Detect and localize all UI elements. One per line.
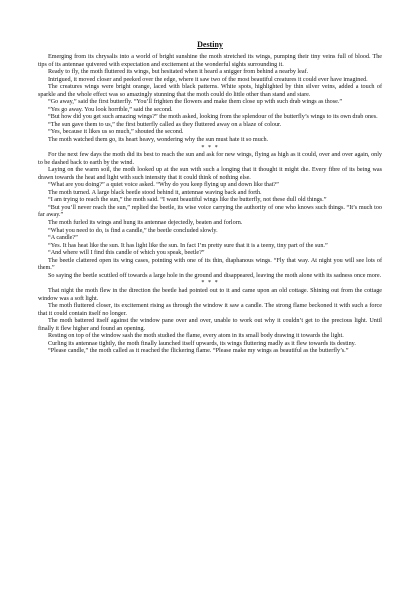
paragraph: That night the moth flew in the direction the beetle had pointed out to it and came upon an old cottage. Shining out from the cottage window was a soft light. <box>38 287 382 302</box>
paragraph: “And where will I find this candle of which you speak, beetle?” <box>48 250 205 257</box>
document-title: Destiny <box>197 40 223 49</box>
paragraph: Ready to fly, the moth fluttered its wings, but hesitated when it heard a snigger from behind a nearby leaf. <box>48 69 309 76</box>
paragraph: For the next few days the moth did its best to reach the sun and ask for new wings, flying as high as it could, over and over again, only to be dashed back to earth by the wind. <box>38 152 382 166</box>
paragraph: “I am trying to reach the sun,” the moth said. “I want beautiful wings like the butterfly, not these dull old things.” <box>48 197 327 204</box>
paragraph: Resting on top of the window sash the moth studied the flame, every atom in its small body drawing it towards the light. <box>48 333 344 340</box>
paragraph: “But how did you get such amazing wings?” the moth asked, looking from the splendour of the butterfly’s wings to its own drab ones. <box>48 114 378 121</box>
document-body <box>38 54 382 356</box>
paragraph: “Go away,” said the first butterfly. “You’ll frighten the flowers and make them close up with such drab wings as those.” <box>48 99 343 106</box>
section-separator: * * * <box>201 144 219 151</box>
paragraph: “What you need to do, is find a candle,” the beetle concluded slowly. <box>48 227 218 234</box>
paragraph: The moth turned. A large black beetle stood behind it, antennae waving back and forth. <box>48 189 262 196</box>
paragraph: “Yes go away. You look horrible,” said the second. <box>48 106 173 113</box>
paragraph: The moth fluttered closer, its excitement rising as through the window it saw a candle. The strong flame beckoned it with such a force that it could contain itself no longer. <box>38 303 382 317</box>
paragraph: Laying on the warm soil, the moth looked up at the sun with such a longing that it thought it might die. Every fibre of its being was drawn towards the heat and light with such intensity that it could think of nothing else. <box>38 167 382 181</box>
paragraph: The moth battered itself against the window pane over and over, unable to work out why it couldn’t get to the precious light. Until finally it flew higher and found an opening. <box>38 318 382 332</box>
paragraph: So saying the beetle scuttled off towards a large hole in the ground and disappeared, leaving the moth alone with its sadness once more. <box>48 272 382 279</box>
paragraph: “Please candle,” the moth called as it reached the flickering flame. “Please make my wings as beautiful as the butterfly’s.” <box>48 348 349 355</box>
paragraph: The beetle clattered open its wing cases, pointing with one of its thin, diaphanous wings. “Fly that way. At night you will see lots of them.” <box>38 257 382 272</box>
paragraph: “But you’ll never reach the sun,” replied the beetle, its wise voice carrying the authority of one who knows such things. “It’s much too far away.” <box>38 204 382 219</box>
paragraph: The creatures wings were bright orange, laced with black patterns. White spots, highlighted by thin silver veins, added a touch of sparkle and the whole effect was so amazingly stunning that the moth could do little other than stand and stare. <box>38 84 382 98</box>
paragraph: “Yes. It has heat like the sun. It has light like the sun. In fact I’m pretty sure that it is a teeny, tiny part of the sun.” <box>48 242 328 249</box>
paragraph: “Yes, because it likes us so much,” shouted the second. <box>48 129 184 136</box>
paragraph: Intrigued, it moved closer and peeked over the edge, where it saw two of the most beautiful creatures it could ever have imagined. <box>48 76 368 83</box>
paragraph: “The sun gave them to us,” the first butterfly called as they fluttered away on a blaze of colour. <box>48 121 282 128</box>
paragraph: “A candle?” <box>48 235 78 242</box>
paragraph: The moth furled its wings and hung its antennae dejectedly, beaten and forlorn. <box>48 220 243 227</box>
paragraph: Curling its antennae tightly, the moth finally launched itself upwards, its wings fluttering madly as it flew towards its destiny. <box>48 340 356 347</box>
section-separator: * * * <box>201 280 219 287</box>
paragraph: “What are you doing?” a quiet voice asked. “Why do you keep flying up and down like that?” <box>48 182 279 189</box>
paragraph: The moth watched them go, its heart heavy, wondering why the sun must hate it so much. <box>48 137 269 144</box>
paragraph: Emerging from its chrysalis into a world of bright sunshine the moth stretched its wings, pumping their tiny veins full of blood. The tips of its antennae quivered with expectation and excitement at the wonderful sights surrounding it. <box>38 54 382 68</box>
